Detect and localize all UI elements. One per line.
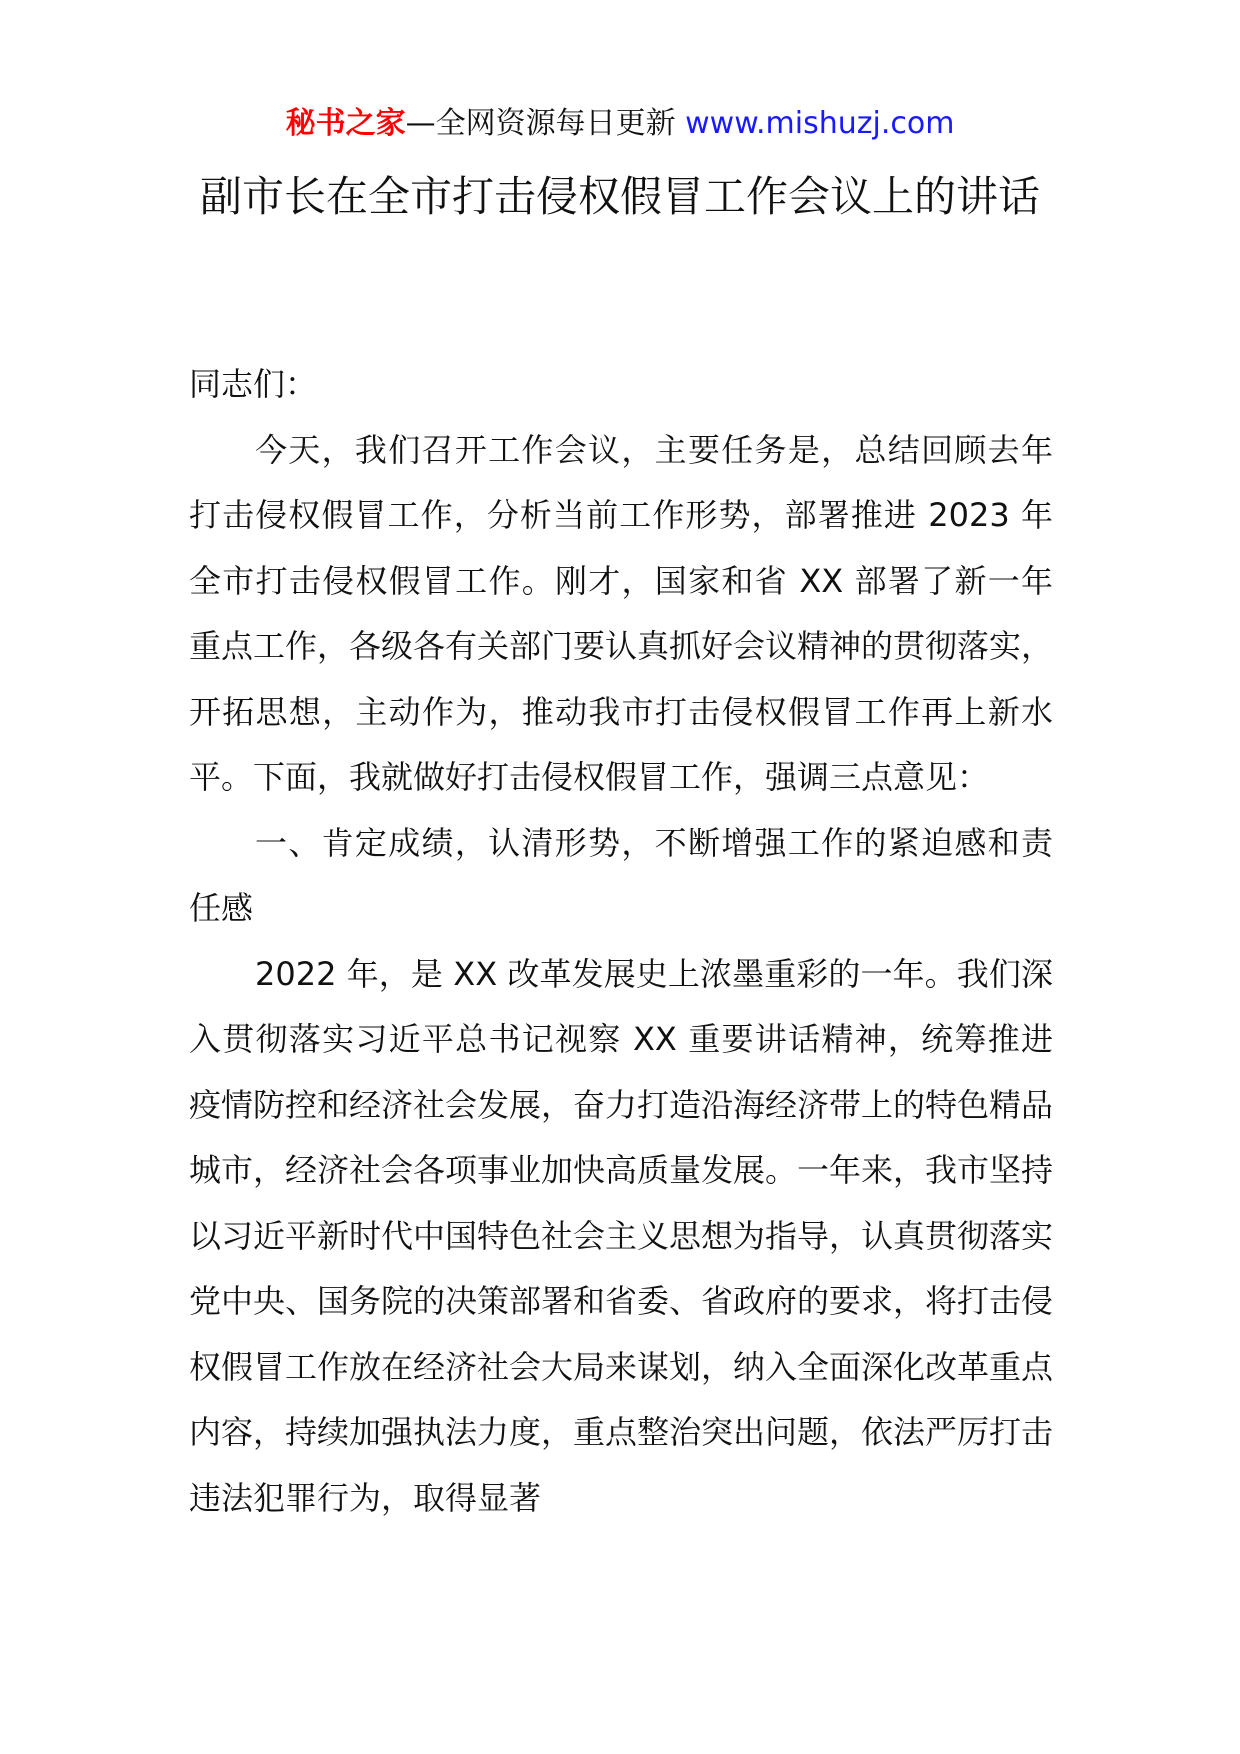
document-title: 副市长在全市打击侵权假冒工作会议上的讲话 — [199, 172, 1040, 221]
brand-name: 秘书之家 — [285, 106, 406, 141]
paragraph-achievements: 2022 年，是 XX 改革发展史上浓墨重彩的一年。我们深入贯彻落实习近平总书记视察 XX 重要讲话精神，统筹推进疫情防控和经济社会发展，奋力打造沿海经济带上的特色精品城市，经济社会各项事业加快高质量发展。一年来，我市坚持以习近平新时代中国特色社会主义思想为指导，认真贯彻落实党中央、国务院的决策部署和省委、省政府的要求，将打击侵权假冒工作放在经济社会大局来谋划，纳入全面深化改革重点内容，持续加强执法力度，重点整治突出问题，依法严厉打击违法犯罪行为，取得显著 — [189, 954, 1054, 1517]
site-link[interactable]: www.mishuzj.com — [685, 106, 955, 141]
watermark-header — [0, 100, 1240, 148]
section-heading-1: 一、肯定成绩，认清形势，不断增强工作的紧迫感和责任感 — [189, 823, 1053, 927]
salutation: 同志们： — [189, 365, 318, 403]
paragraph-intro: 今天，我们召开工作会议，主要任务是，总结回顾去年打击侵权假冒工作，分析当前工作形势，部署推进 2023 年全市打击侵权假冒工作。刚才，国家和省 XX 部署了新一年重点工作，各级各有关部门要认真抓好会议精神的贯彻落实，开拓思想，主动作为，推动我市打击侵权假冒工作再上新水平。下面，我就做好打击侵权假冒工作，强调三点意见： — [189, 430, 1054, 796]
header-tagline: —全网资源每日更新 — [405, 106, 676, 141]
document-body — [189, 352, 1053, 1531]
